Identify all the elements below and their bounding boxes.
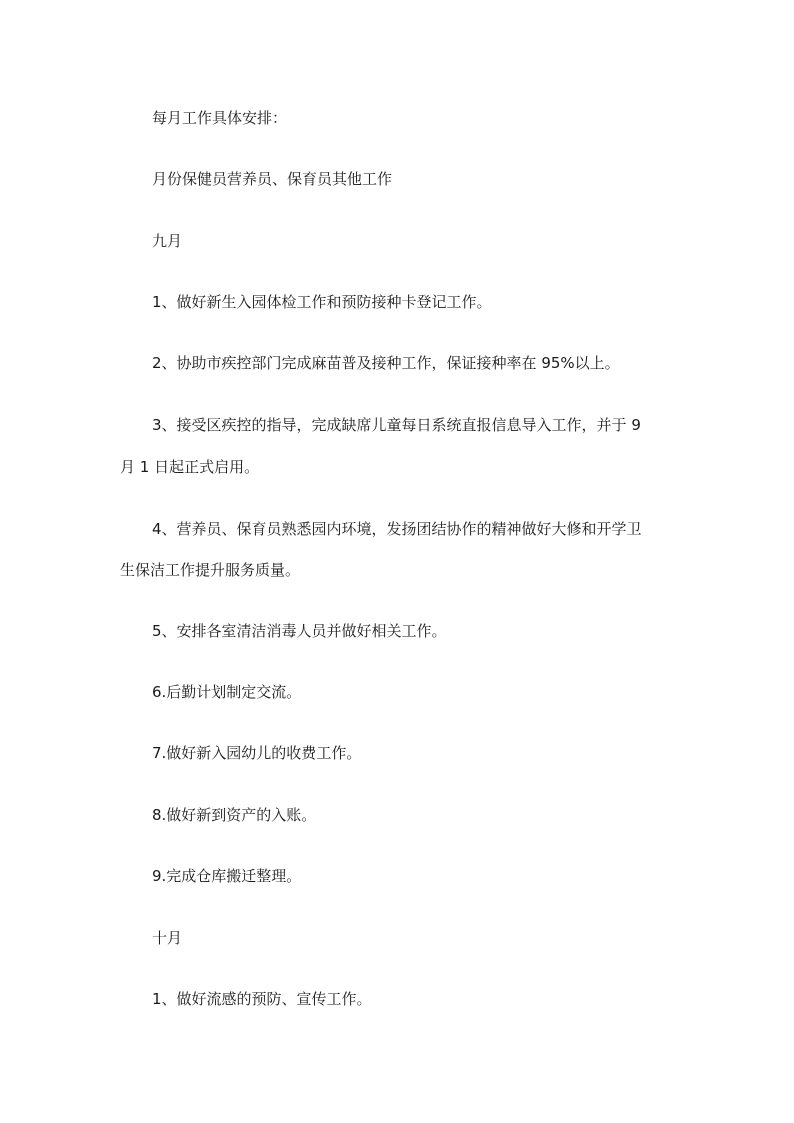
section-heading: 每月工作具体安排： <box>152 109 288 127</box>
list-item: 9.完成仓库搬迁整理。 <box>152 867 302 885</box>
list-item: 7.做好新入园幼儿的收费工作。 <box>152 744 362 762</box>
month-september: 九月 <box>152 232 183 250</box>
list-item-continued: 生保洁工作提升服务质量。 <box>120 561 301 579</box>
list-item: 5、安排各室清洁消毒人员并做好相关工作。 <box>152 622 447 640</box>
list-item: 2、协助市疾控部门完成麻苗普及接种工作，保证接种率在 95%以上。 <box>152 354 620 372</box>
list-item: 4、营养员、保育员熟悉园内环境，发扬团结协作的精神做好大修和开学卫 <box>152 520 642 538</box>
list-item: 3、接受区疾控的指导，完成缺席儿童每日系统直报信息导入工作，并于 9 <box>152 416 641 434</box>
table-header-text: 月份保健员营养员、保育员其他工作 <box>152 170 393 188</box>
month-october: 十月 <box>152 929 183 947</box>
list-item-continued: 月 1 日起正式启用。 <box>120 458 260 476</box>
list-item: 1、做好新生入园体检工作和预防接种卡登记工作。 <box>152 293 492 311</box>
list-item: 6.后勤计划制定交流。 <box>152 683 302 701</box>
list-item: 1、做好流感的预防、宣传工作。 <box>152 990 372 1008</box>
list-item: 8.做好新到资产的入账。 <box>152 806 317 824</box>
